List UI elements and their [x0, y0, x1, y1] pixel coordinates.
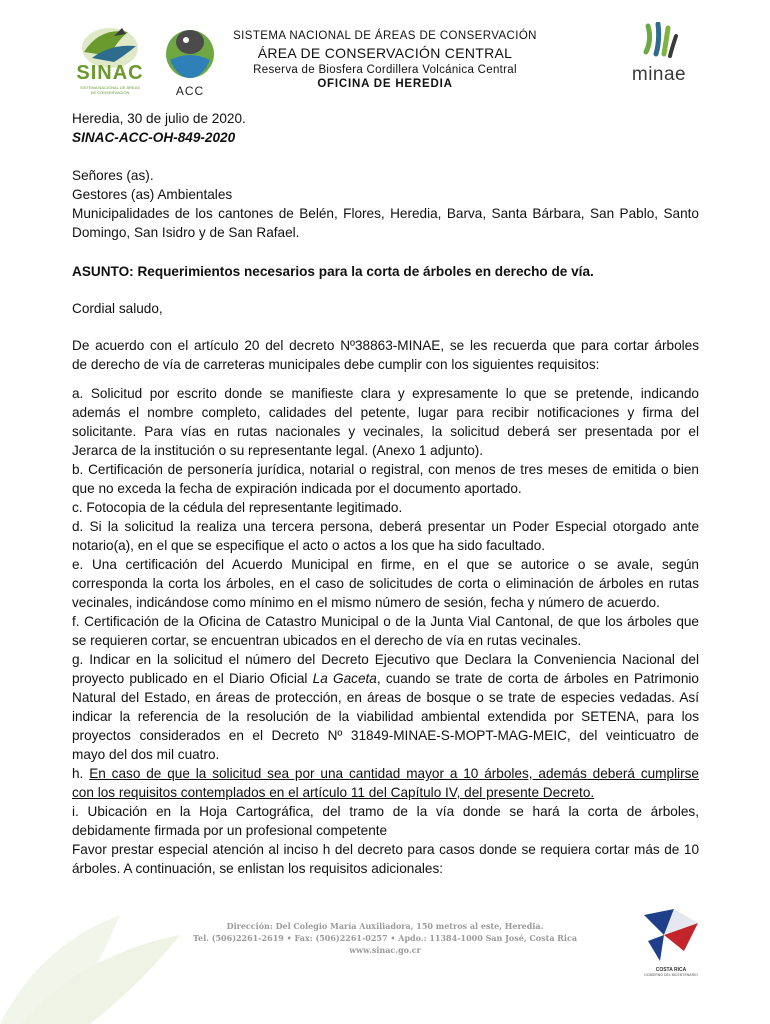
item-g-line-3: Natural del Estado, en áreas de protección, en áreas de bosque o se trate de especies vedadas. Así [72, 690, 699, 705]
item-i-line-2: debidamente firmada por un profesional competente [72, 823, 388, 838]
item-g-line-1: g. Indicar en la solicitud el número del Decreto Ejecutivo que Declara la Conveniencia Nacional del [72, 652, 699, 667]
gazette-name: La Gaceta [312, 671, 377, 686]
item-e-line-1: e. Una certificación del Acuerdo Municipal en firme, en el que se autorice o se avale, según [72, 557, 699, 572]
sinac-logo-text: SINAC [76, 62, 144, 84]
letter-subject: ASUNTO: Requerimientos necesarios para la corta de árboles en derecho de vía. [72, 264, 594, 279]
item-g-line-6: mayo del dos mil cuatro. [72, 747, 220, 762]
letter-date: Heredia, 30 de julio de 2020. [72, 111, 246, 126]
intro-line-2: de derecho de vía de carreteras municipales debe cumplir con los siguientes requisitos: [72, 357, 600, 372]
item-h-line-2 [72, 783, 699, 802]
header-line-1: SISTEMA NACIONAL DE ÁREAS DE CONSERVACIÓN [233, 30, 537, 42]
item-a-line-3: solicitante. Para vías en rutas nacionales y vecinales, la solicitud deberá ser presentada por el [72, 424, 699, 439]
intro-line-1: De acuerdo con el artículo 20 del decreto Nº38863-MINAE, se les recuerda que para cortar árboles [72, 338, 699, 353]
item-a-line-4: Jerarca de la institución o su representante legal. (Anexo 1 adjunto). [72, 443, 484, 458]
item-h-label: h. [72, 766, 90, 781]
item-f-line-2: se requieren cortar, se encuentran ubicados en el derecho de vía en rutas vecinales. [72, 633, 582, 648]
item-h-line-1 [72, 764, 699, 783]
costa-rica-government-logo [638, 905, 704, 989]
letter-greeting: Cordial saludo, [72, 301, 163, 316]
item-d-line-2: notario(a), en el que se especifique el acto o actos a los que ha sido facultado. [72, 538, 546, 553]
item-h-text-2: con los requisitos contemplados en el artículo 11 del Capítulo IV, del presente Decreto. [72, 785, 595, 800]
item-b-line-2: que no exceda la fecha de expiración indicada por el documento aportado. [72, 481, 522, 496]
recipient-line-1: Señores (as). [72, 168, 154, 183]
footer-contact: Tel. (506)2261-2619 • Fax: (506)2261-0257 • Apdo.: 11384-1000 San José, Costa Rica [192, 933, 578, 943]
recipient-line-3: Municipalidades de los cantones de Belén, Flores, Heredia, Barva, Santa Bárbara, San Pablo, Santo [72, 206, 699, 221]
item-g-line-2a: proyecto publicado en el Diario Oficial [72, 671, 313, 686]
letter-reference: SINAC-ACC-OH-849-2020 [72, 130, 236, 145]
sinac-logo-subtext: SISTEMA NACIONAL DE ÁREAS DE CONSERVACIÓN [79, 85, 141, 95]
item-g-line-2c: , cuando se trate de corta de árboles en Patrimonio [376, 671, 699, 686]
item-c-line-1: c. Fotocopia de la cédula del representante legitimado. [72, 500, 403, 515]
item-g-line-4: indicar la referencia de la resolución de la viabilidad ambiental extendida por SETENA, para los [72, 709, 699, 724]
recipient-line-2: Gestores (as) Ambientales [72, 187, 233, 202]
item-g-line-5: proyectos considerados en el Decreto Nº 31849-MINAE-S-MOPT-MAG-MEIC, del veinticuatro de [72, 728, 699, 743]
costa-rica-logo-line-2: GOBIERNO DEL BICENTENARIO [644, 973, 698, 977]
item-a-line-1: a. Solicitud por escrito donde se manifieste clara y expresamente lo que se pretende, indicando [72, 386, 699, 401]
item-g-line-2 [72, 669, 699, 688]
item-e-line-2: corresponda la corta los árboles, en el caso de solicitudes de corta o eliminación de árboles en rutas [72, 576, 699, 591]
closing-line-2: árboles. A continuación, se enlistan los requisitos adicionales: [72, 861, 444, 876]
item-a-line-2: además el nombre completo, calidades del petente, lugar para recibir notificaciones y firma del [72, 405, 699, 420]
minae-logo-text: minae [631, 64, 687, 85]
acc-logo-text: ACC [175, 84, 205, 98]
footer-website: www.sinac.go.cr [349, 945, 421, 955]
recipient-line-4: Domingo, San Isidro y de San Rafael. [72, 225, 300, 240]
item-b-line-1: b. Certificación de personería jurídica, notarial o registral, con menos de tres meses de emitida o bien [72, 462, 699, 477]
item-h-text-1: En caso de que la solicitud sea por una cantidad mayor a 10 árboles, además deberá cumplirse [89, 766, 699, 781]
item-e-line-3: vecinales, indicándose como mínimo en el mismo número de sesión, fecha y número de acuerdo. [72, 595, 660, 610]
header-line-3: Reserva de Biosfera Cordillera Volcánica Central [253, 64, 517, 76]
header-line-2: ÁREA DE CONSERVACIÓN CENTRAL [257, 45, 513, 61]
header-line-4: OFICINA DE HEREDIA [317, 78, 453, 90]
item-i-line-1: i. Ubicación en la Hoja Cartográfica, del tramo de la vía donde se hará la corta de árboles, [72, 804, 699, 819]
closing-line-1: Favor prestar especial atención al inciso h del decreto para casos donde se requiera cortar más de 10 [72, 842, 699, 857]
footer-address: Dirección: Del Colegio María Auxiliadora, 150 metros al este, Heredia. [226, 921, 544, 931]
item-f-line-1: f. Certificación de la Oficina de Catastro Municipal o de la Junta Vial Cantonal, de que los árboles que [72, 614, 699, 629]
costa-rica-logo-line-1: COSTA RICA [655, 967, 687, 973]
item-d-line-1: d. Si la solicitud la realiza una tercera persona, deberá presentar un Poder Especial otorgado ante [72, 519, 699, 534]
